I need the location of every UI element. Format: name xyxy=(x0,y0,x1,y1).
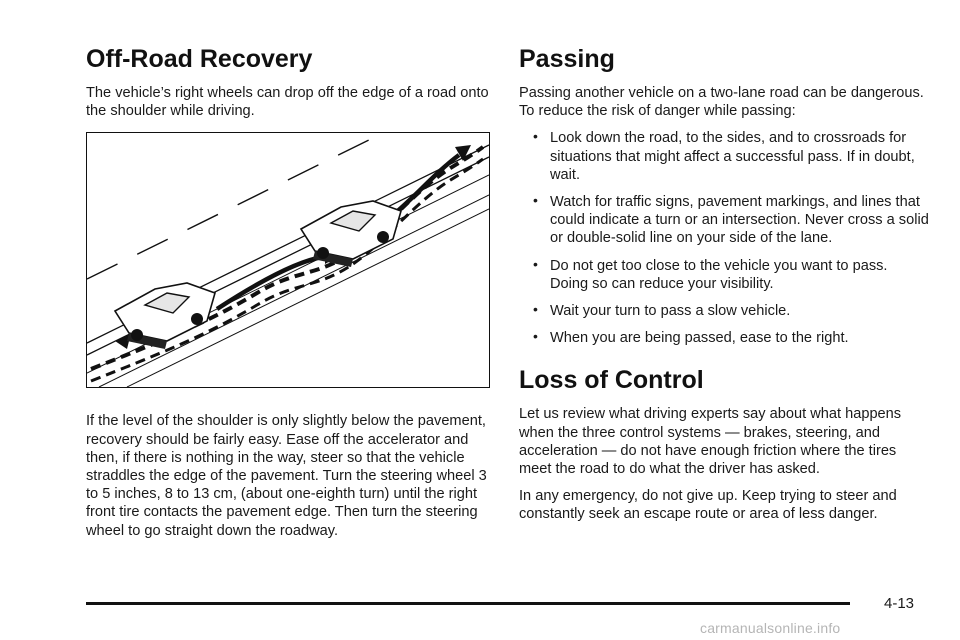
loss-of-control-paragraph-2: In any emergency, do not give up. Keep trying to steer and constantly seek an escape route or area of less danger. xyxy=(519,488,897,523)
bullet-icon: • xyxy=(533,192,538,209)
passing-bullet-list xyxy=(519,129,929,347)
passing-bullet-item: • When you are being passed, ease to the right. xyxy=(533,328,849,347)
off-road-recovery-heading: Off-Road Recovery xyxy=(86,45,313,73)
passing-bullet-item: • Wait your turn to pass a slow vehicle. xyxy=(533,301,791,320)
watermark-text: carmanualsonline.info xyxy=(700,620,841,636)
bullet-icon: • xyxy=(533,301,538,318)
rear-car xyxy=(115,283,215,349)
passing-bullet-item: • Do not get too close to the vehicle you want to pass. Doing so can reduce your visibility. xyxy=(533,255,888,292)
off-road-recovery-illustration xyxy=(86,132,490,388)
left-column xyxy=(86,44,490,540)
page-number: 4-13 xyxy=(884,595,915,612)
bullet-icon: • xyxy=(533,328,538,345)
passing-bullet-item: • Look down the road, to the sides, and to crossroads for situations that might affect a successful pass. If in doubt, wait. xyxy=(533,128,915,183)
bullet-icon: • xyxy=(533,255,538,272)
off-road-intro-paragraph: The vehicle’s right wheels can drop off the edge of a road onto the shoulder while driving. xyxy=(86,85,489,120)
front-car xyxy=(301,201,401,267)
passing-heading: Passing xyxy=(519,45,615,73)
right-column xyxy=(519,44,929,524)
passing-intro-paragraph: Passing another vehicle on a two-lane road can be dangerous. To reduce the risk of danger while passing: xyxy=(519,85,924,120)
loss-of-control-paragraph-1: Let us review what driving experts say about what happens when the three control systems — brakes, steering, and acceleration — do not have enough friction where the tires meet the road to do what the driver has asked. xyxy=(519,406,902,478)
passing-bullet-item: • Watch for traffic signs, pavement markings, and lines that could indicate a turn or an intersection. Never cross a solid or double-solid line on your side of the lane. xyxy=(533,192,929,247)
bullet-icon: • xyxy=(533,128,538,145)
footer-rule xyxy=(86,602,850,605)
off-road-body-paragraph: If the level of the shoulder is only slightly below the pavement, recovery should be fairly easy. Ease off the accelerator and then, if there is nothing in the way, steer so that the vehicle straddles the edge of the pavement. Turn the steering wheel 3 to 5 inches, 8 to 13 cm, (about one-eighth turn) until the right front tire contacts the pavement edge. Then turn the steering wheel to go straight down the roadway. xyxy=(86,413,487,539)
road-diagram xyxy=(87,133,489,387)
loss-of-control-heading: Loss of Control xyxy=(519,366,704,395)
